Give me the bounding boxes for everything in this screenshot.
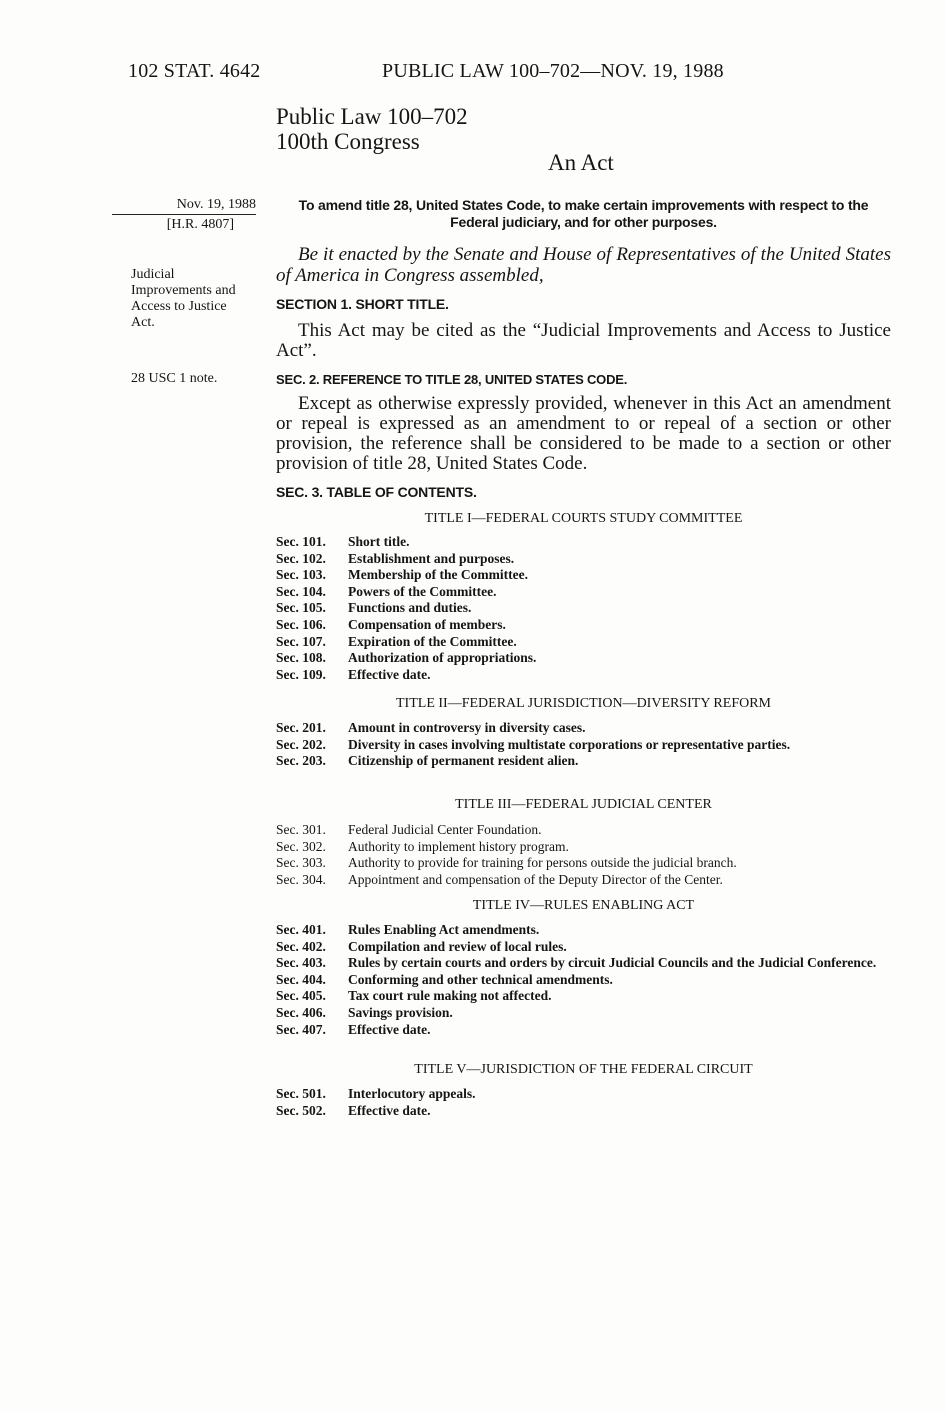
toc-entry — [276, 753, 891, 770]
toc-section-list — [276, 534, 891, 683]
toc-entry-number: Sec. 501. — [276, 1086, 326, 1101]
toc-entry — [276, 822, 891, 839]
toc-entry-number: Sec. 304. — [276, 871, 326, 887]
toc-entry-text: Rules by certain courts and orders by circuit Judicial Councils and the Judicial Conference. — [348, 955, 877, 971]
toc-entry — [276, 839, 891, 856]
toc-entry-text: Powers of the Committee. — [348, 583, 497, 599]
law-title-block — [276, 104, 468, 154]
toc-entry-number: Sec. 303. — [276, 855, 326, 871]
toc-entry-text: Effective date. — [348, 1021, 431, 1037]
toc-entry — [276, 634, 891, 651]
congress-number: 100th Congress — [276, 129, 420, 154]
law-number: Public Law 100–702 — [276, 104, 468, 129]
toc-entry-number: Sec. 405. — [276, 988, 326, 1004]
toc-entry-text: Amount in controversy in diversity cases. — [348, 720, 586, 735]
toc-entry-number: Sec. 106. — [276, 616, 326, 632]
act-heading: An Act — [548, 150, 614, 175]
toc-entry-number: Sec. 103. — [276, 567, 326, 583]
toc-entry — [276, 1022, 891, 1039]
toc-section-list — [276, 720, 891, 770]
toc-entry — [276, 939, 891, 956]
toc-entry-text: Conforming and other technical amendments. — [348, 971, 613, 987]
toc-entry — [276, 855, 891, 872]
toc-entry — [276, 534, 891, 551]
toc-entry-number: Sec. 407. — [276, 1021, 326, 1037]
margin-usc-note: 28 USC 1 note. — [131, 371, 218, 386]
toc-section-list — [276, 822, 891, 888]
toc-title-heading: TITLE IV—RULES ENABLING ACT — [472, 898, 695, 913]
toc-entry — [276, 988, 891, 1005]
toc-title-heading: TITLE III—FEDERAL JUDICIAL CENTER — [455, 797, 712, 812]
toc-entry — [276, 1103, 891, 1120]
section-1-heading: SECTION 1. SHORT TITLE. — [276, 296, 449, 312]
margin-date: Nov. 19, 1988 — [176, 197, 256, 212]
section-1-text: This Act may be cited as the “Judicial Improvements and Access to Justice Act”. — [276, 320, 891, 361]
toc-title-heading: TITLE V—JURISDICTION OF THE FEDERAL CIRCUIT — [414, 1062, 753, 1077]
toc-entry-number: Sec. 105. — [276, 600, 326, 616]
toc-entry-text: Interlocutory appeals. — [348, 1086, 476, 1101]
toc-entry-number: Sec. 102. — [276, 550, 326, 566]
toc-entry — [276, 650, 891, 667]
toc-entry-number: Sec. 101. — [276, 534, 326, 549]
toc-entry-number: Sec. 404. — [276, 971, 326, 987]
toc-entry-text: Establishment and purposes. — [348, 550, 515, 566]
toc-entry-number: Sec. 202. — [276, 736, 326, 752]
toc-entry-text: Functions and duties. — [348, 600, 472, 616]
margin-bill-number: [H.R. 4807] — [112, 214, 256, 233]
toc-entry-text: Authorization of appropriations. — [348, 650, 537, 666]
toc-entry — [276, 617, 891, 634]
toc-title-heading: TITLE I—FEDERAL COURTS STUDY COMMITTEE — [424, 511, 743, 526]
section-3-heading: SEC. 3. TABLE OF CONTENTS. — [276, 484, 477, 500]
section-2-text: Except as otherwise expressly provided, whenever in this Act an amendment or repeal is expressed as an amendment to or repeal of a section or other provision, the reference shall be considered to be made to a section or other provision of title 28, United States Code. — [276, 393, 891, 474]
toc-entry-number: Sec. 203. — [276, 753, 326, 769]
toc-entry-text: Authority to provide for training for persons outside the judicial branch. — [348, 855, 737, 871]
toc-entry-text: Citizenship of permanent resident alien. — [348, 753, 579, 769]
toc-entry — [276, 922, 891, 939]
act-purpose: To amend title 28, United States Code, to make certain improvements with respect to the Federal judiciary, and for other purposes. — [298, 197, 869, 230]
toc-entry — [276, 551, 891, 568]
toc-entry — [276, 720, 891, 737]
toc-entry-text: Effective date. — [348, 1102, 431, 1118]
margin-short-title-note: Judicial Improvements and Access to Justice Act. — [131, 267, 236, 330]
toc-entry — [276, 737, 891, 754]
toc-title-heading: TITLE II—FEDERAL JURISDICTION—DIVERSITY REFORM — [396, 696, 771, 711]
toc-entry-number: Sec. 301. — [276, 822, 326, 837]
toc-section-list — [276, 1086, 891, 1119]
toc-entry-text: Membership of the Committee. — [348, 567, 528, 583]
stat-page-number: 102 STAT. 4642 — [128, 60, 261, 82]
toc-entry-number: Sec. 104. — [276, 583, 326, 599]
toc-entry — [276, 600, 891, 617]
toc-entry-number: Sec. 108. — [276, 650, 326, 666]
toc-entry-number: Sec. 406. — [276, 1004, 326, 1020]
toc-entry-text: Appointment and compensation of the Deputy Director of the Center. — [348, 871, 723, 887]
toc-entry-number: Sec. 201. — [276, 720, 326, 735]
toc-entry — [276, 1086, 891, 1103]
toc-entry-text: Diversity in cases involving multistate corporations or representative parties. — [348, 736, 791, 752]
toc-entry-text: Effective date. — [348, 666, 431, 682]
toc-entry-number: Sec. 302. — [276, 838, 326, 854]
toc-entry — [276, 567, 891, 584]
toc-entry-text: Federal Judicial Center Foundation. — [348, 822, 542, 837]
toc-entry-text: Compilation and review of local rules. — [348, 938, 567, 954]
toc-entry — [276, 667, 891, 684]
toc-entry-text: Tax court rule making not affected. — [348, 988, 552, 1004]
toc-section-list — [276, 922, 891, 1038]
toc-entry-number: Sec. 109. — [276, 666, 326, 682]
toc-entry — [276, 584, 891, 601]
toc-entry — [276, 1005, 891, 1022]
toc-entry-number: Sec. 403. — [276, 955, 326, 971]
toc-entry-text: Short title. — [348, 534, 410, 549]
running-head: PUBLIC LAW 100–702—NOV. 19, 1988 — [382, 60, 724, 82]
toc-entry — [276, 872, 891, 889]
toc-entry-number: Sec. 402. — [276, 938, 326, 954]
toc-entry-text: Compensation of members. — [348, 616, 506, 632]
section-2-heading: SEC. 2. REFERENCE TO TITLE 28, UNITED STATES CODE. — [276, 372, 628, 387]
toc-entry — [276, 955, 891, 972]
toc-entry-number: Sec. 401. — [276, 922, 326, 937]
toc-entry-number: Sec. 502. — [276, 1102, 326, 1118]
toc-entry-text: Rules Enabling Act amendments. — [348, 922, 540, 937]
toc-entry-text: Authority to implement history program. — [348, 838, 569, 854]
toc-entry-text: Savings provision. — [348, 1004, 453, 1020]
toc-entry-number: Sec. 107. — [276, 633, 326, 649]
enacting-clause: Be it enacted by the Senate and House of Representatives of the United States of America in Congress assembled, — [276, 244, 891, 286]
toc-entry — [276, 972, 891, 989]
toc-entry-text: Expiration of the Committee. — [348, 633, 517, 649]
